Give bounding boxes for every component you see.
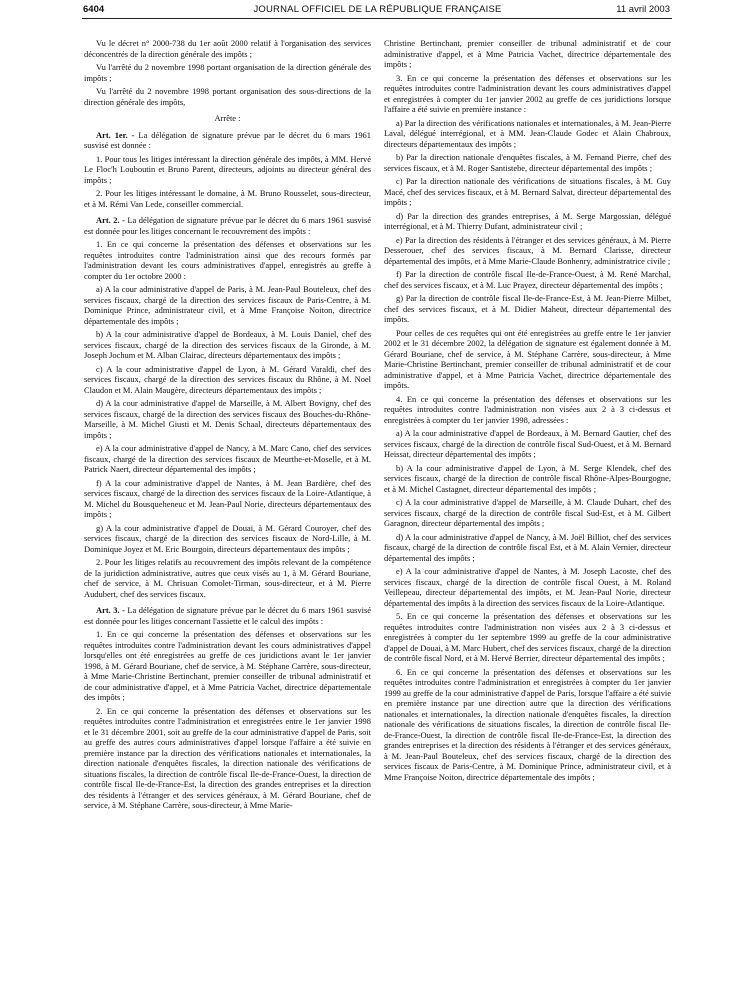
paragraph: c) A la cour administrative d'appel de Lyon, à M. Gérard Varaldi, chef des services fiscaux, chargé de la direction des services fiscaux du Rhône, à M. Noel Claudon et M. Alain Maugère, directeurs départementaux des impôts ; bbox=[84, 363, 371, 395]
paragraph: 2. En ce qui concerne la présentation des défenses et observations sur les requêtes introduites contre l'administration et enregistrées entre le 1er janvier 1998 et le 31 décembre 2001, soit au greffe de la cour administrative d'appel de Paris, soit au greffe des autres cours administratives d'appel lorsque l'affaire a été suivie en première instance par la direction des vérifications nationales et internationales, la direction nationale d'enquêtes fiscales, la direction nationale des vérifications de situations fiscales, la direction de contrôle fiscal Ile-de-France-Ouest, la direction de contrôle fiscal Ile-de-France-Est, la direction des grandes entreprises et la direction des résidents à l'étranger et des services généraux, à M. Gérard Bouriane, chef de service, à M. Stéphane Carrère, sous-directeur, à Mme Marie- bbox=[84, 705, 371, 810]
paragraph: 2. Pour les litiges relatifs au recouvrement des impôts relevant de la compétence de la juridiction administrative, autres que ceux visés au 1, à M. Gérard Bouriane, chef de service, à M. Chrisuan Comolet-Tirman, sous-directeur, et à M. Pierre Audubert, chef des services fiscaux. bbox=[84, 557, 371, 599]
paragraph: Vu le décret n° 2000-738 du 1er août 2000 relatif à l'organisation des services déconcentrés de la direction générale des impôts ; bbox=[84, 38, 371, 59]
paragraph: 3. En ce qui concerne la présentation des défenses et observations sur les requêtes introduites contre l'administration devant les cours administratives d'appel et enregistrées à compter du 1er janvier 2002 au greffe de ces juridictions lorsque l'affaire a été suivie en première instance : bbox=[384, 72, 671, 114]
paragraph: Pour celles de ces requêtes qui ont été enregistrées au greffe entre le 1er janvier 2002 et le 31 décembre 2002, la délégation de signature est également donnée à M. Gérard Bouriane, chef de service, à M. Stéphane Carrère, sous-directeur, à Mme Marie-Christine Bertinchant, premier conseiller de tribunal administratif et de cour administrative d'appel, et à Mme Patricia Vachet, directrice départementale des impôts. bbox=[384, 327, 671, 390]
paragraph: Vu l'arrêté du 2 novembre 1998 portant organisation de la direction générale des impôts ; bbox=[84, 62, 371, 83]
journal-title: JOURNAL OFFICIEL DE LA RÉPUBLIQUE FRANÇAISE bbox=[253, 4, 502, 15]
publication-date: 11 avril 2003 bbox=[616, 4, 670, 15]
paragraph: 6. En ce qui concerne la présentation des défenses et observations sur les requêtes introduites contre l'administration et enregistrées à compter du 1er janvier 1999 au greffe de la cour administrative d'appel de Paris, lorsque l'affaire a été suivie en première instance par une direction autre que la direction des vérifications nationales et internationales, la direction nationale d'enquêtes fiscales, la direction nationale des vérifications de situations fiscales, la direction de contrôle fiscal Ile-de-France-Ouest, la direction de contrôle fiscal Ile-de-France-Est, la direction des grandes entreprises et la direction des résidents à l'étranger et des services généraux, à M. Jean-Paul Bouteleux, chef des services fiscaux, chargé de la direction des services fiscaux de Paris-Centre, à M. Dominique Prince, administrateur civil, et à Mme Françoise Noiton, directrice départementale des impôts ; bbox=[384, 666, 671, 782]
paragraph: e) Par la direction des résidents à l'étranger et des services généraux, à M. Pierre Desserouer, chef des services fiscaux, à M. Bernard Clarisse, directeur départemental des impôts, et à Mme Marie-Claude Bonhenry, administratrice civile ; bbox=[384, 234, 671, 266]
right-column bbox=[384, 38, 671, 978]
article-label: Art. 2. - bbox=[96, 215, 125, 225]
paragraph: d) A la cour administrative d'appel de Nancy, à M. Joël Billiot, chef des services fiscaux, chargé de la direction de contrôle fiscal Est, et à M. Alain Vernier, directeur départemental des impôts ; bbox=[384, 531, 671, 563]
paragraph: c) A la cour administrative d'appel de Marseille, à M. Claude Duhart, chef des services fiscaux, chargé de la direction de contrôle fiscal Sud-Est, et à M. Gilbert Garagnon, directeur départemental des impôts ; bbox=[384, 497, 671, 528]
article-text: La délégation de signature prévue par le décret du 6 mars 1961 susvisé est donnée pour les litiges concernant l'assiette et le calcul des impôts : bbox=[84, 605, 371, 626]
paragraph: 5. En ce qui concerne la présentation des défenses et observations sur les requêtes introduites contre l'administration non visées aux 2 à 3 ci-dessus et enregistrées à compter du 1er septembre 1999 au greffe de la cour administrative d'appel de Douai, à M. Marc Hubert, chef des services fiscaux, chargé de la direction de contrôle fiscal Nord, et à M. Hervé Berrier, directeur départemental des impôts ; bbox=[384, 611, 671, 663]
paragraph: b) A la cour administrative d'appel de Bordeaux, à M. Louis Daniel, chef des services fiscaux, chargé de la direction des services fiscaux de la Gironde, à M. Joseph Jochum et M. Alban Clairac, directeurs départementaux des impôts ; bbox=[84, 329, 371, 360]
paragraph: Vu l'arrêté du 2 novembre 1998 portant organisation des sous-directions de la direction générale des impôts, bbox=[84, 86, 371, 107]
paragraph: f) A la cour administrative d'appel de Nantes, à M. Jean Bardière, chef des services fiscaux, chargé de la direction des services fiscaux de la Loire-Atlantique, à M. Michel du Bousqueheneuc et M. Jean-Paul Norie, directeurs départementaux des impôts ; bbox=[84, 477, 371, 519]
paragraph: 1. En ce qui concerne la présentation des défenses et observations sur les requêtes introduites contre l'administration ainsi que des recours formés par l'administration devant les cours administratives d'appel, enregistrés au greffe à compter du 1er octobre 2000 : bbox=[84, 239, 371, 281]
paragraph: a) A la cour administrative d'appel de Bordeaux, à M. Bernard Gautier, chef des services fiscaux, chargé de la direction de contrôle fiscal Sud-Ouest, et à M. Bernard Heissat, directeur départemental des impôts ; bbox=[384, 428, 671, 459]
left-column bbox=[84, 38, 371, 978]
paragraph: f) Par la direction de contrôle fiscal Ile-de-France-Ouest, à M. René Marchal, chef des services fiscaux, et à M. Luc Prayez, directeur départemental des impôts ; bbox=[384, 269, 671, 290]
paragraph: e) A la cour administrative d'appel de Nancy, à M. Marc Cano, chef des services fiscaux, chargé de la direction des services fiscaux de Meurthe-et-Moselle, et à M. Patrick Naert, directeur départemental des impôts ; bbox=[84, 443, 371, 474]
paragraph: b) Par la direction nationale d'enquêtes fiscales, à M. Fernand Pierre, chef des services fiscaux, et à M. Roger Santistebe, directeur départemental des impôts ; bbox=[384, 152, 671, 173]
article-text: La délégation de signature prévue par le décret du 6 mars 1961 susvisé est donnée pour les litiges concernant le recouvrement des impôts : bbox=[84, 215, 371, 236]
paragraph: g) Par la direction de contrôle fiscal Ile-de-France-Est, à M. Jean-Pierre Milbet, chef des services fiscaux, et à M. Didier Maheut, directeur départemental des impôts. bbox=[384, 293, 671, 324]
paragraph: g) A la cour administrative d'appel de Douai, à M. Gérard Couroyer, chef des services fiscaux, chargé de la direction des services fiscaux de Nord-Lille, à M. Dominique Joyez et M. Eric Bourgoin, directeurs départementaux des impôts ; bbox=[84, 522, 371, 554]
article-label: Art. 1er. - bbox=[96, 129, 135, 140]
paragraph: e) A la cour administrative d'appel de Nantes, à M. Joseph Lacoste, chef des services fiscaux, chargé de la direction de contrôle fiscal Ouest, à M. Roland Veillepeau, directeur départemental des impôts, et M. Jean-Paul Norie, directeur départemental des impôts à la direction des services fiscaux de la Loire-Atlantique. bbox=[384, 566, 671, 608]
header-rule bbox=[82, 18, 672, 19]
article-label: Art. 3. - bbox=[96, 605, 125, 615]
paragraph: d) A la cour administrative d'appel de Marseille, à M. Albert Bovigny, chef des services fiscaux, chargé de la direction des services fiscaux des Bouches-du-Rhône-Marseille, à M. Michel Giusti et M. Denis Schaal, directeurs départementaux des impôts ; bbox=[84, 398, 371, 440]
article-paragraph bbox=[84, 215, 371, 236]
page-number: 6404 bbox=[83, 4, 105, 15]
paragraph: c) Par la direction nationale des vérifications de situations fiscales, à M. Guy Macé, chef des services fiscaux, et à M. Bernard Salvat, directeur départemental des impôts ; bbox=[384, 176, 671, 207]
paragraph: 4. En ce qui concerne la présentation des défenses et observations sur les requêtes introduites contre l'administration non visées aux 2 à 3 ci-dessus et enregistrées à compter du 1er janvier 1998, adressées : bbox=[384, 393, 671, 425]
paragraph: 2. Pour les litiges intéressant le domaine, à M. Bruno Rousselet, sous-directeur, et à M. Rémi Van Lede, conseiller commercial. bbox=[84, 188, 371, 209]
decree-heading: Arrête : bbox=[214, 113, 241, 123]
paragraph: a) Par la direction des vérifications nationales et internationales, à M. Jean-Pierre Laval, délégué interrégional, et à MM. Jean-Claude Godec et Alain Chabroux, directeurs départementaux des impôts ; bbox=[384, 117, 671, 149]
paragraph: d) Par la direction des grandes entreprises, à M. Serge Margossian, délégué interrégional, et à M. Thierry Dufant, administrateur civil ; bbox=[384, 210, 671, 231]
article-paragraph bbox=[84, 605, 371, 626]
paragraph: Christine Bertinchant, premier conseiller de tribunal administratif et de cour administrative d'appel, et à Mme Patricia Vachet, directrice départementale des impôts ; bbox=[384, 38, 671, 69]
paragraph: 1. En ce qui concerne la présentation des défenses et observations sur les requêtes introduites contre l'administration devant les cours administratives d'appel lorsqu'elles ont été enregistrées au greffe de ces juridictions avant le 1er janvier 1998, à M. Gérard Bouriane, chef de service, à M. Stéphane Carrère, sous-directeur, à Mme Marie-Christine Bertinchant, premier conseiller de tribunal administratif et de cour administrative d'appel, et à Mme Patricia Vachet, directrice départementale des impôts ; bbox=[84, 629, 371, 702]
paragraph: b) A la cour administrative d'appel de Lyon, à M. Serge Klendek, chef des services fiscaux, chargé de la direction de contrôle fiscal Rhône-Alpes-Bourgogne, et à M. Michel Castagnet, directeur départemental des impôts ; bbox=[384, 462, 671, 494]
paragraph: a) A la cour administrative d'appel de Paris, à M. Jean-Paul Bouteleux, chef des services fiscaux, chargé de la direction des services fiscaux de Paris-Centre, à M. Dominique Prince, administrateur civil, et à Mme Françoise Noiton, directrice départementale des impôts ; bbox=[84, 284, 371, 326]
article-paragraph bbox=[84, 130, 371, 151]
paragraph: 1. Pour tous les litiges intéressant la direction générale des impôts, à MM. Hervé Le Floc'h Louboutin et Bruno Parent, directeurs, adjoints au directeur général des impôts ; bbox=[84, 153, 371, 185]
article-text: La délégation de signature prévue par le décret du 6 mars 1961 susvisé est donnée : bbox=[84, 129, 371, 150]
